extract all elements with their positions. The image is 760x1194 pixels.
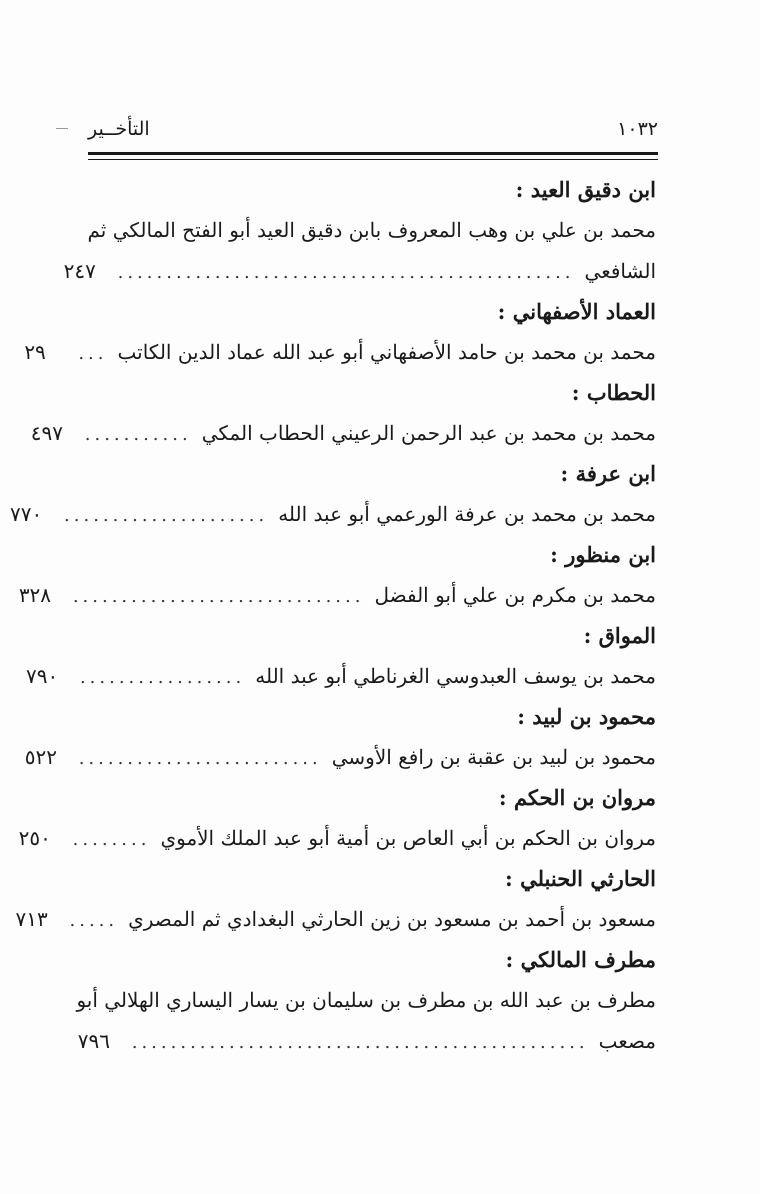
entry-heading: ابن منظور : bbox=[550, 542, 656, 567]
entry-heading: مروان بن الحكم : bbox=[498, 785, 656, 810]
leader-dots: ........... bbox=[84, 424, 192, 445]
entry-line bbox=[77, 1021, 656, 1062]
index-entry bbox=[18, 535, 656, 616]
leader-dots: .............................. bbox=[72, 586, 365, 607]
entry-text: مسعود بن أحمد بن مسعود بن زين الحارثي البغدادي ثم المصري bbox=[128, 907, 656, 931]
running-title: التأخــير bbox=[88, 118, 150, 140]
index-entry bbox=[25, 616, 656, 697]
entry-text: محمد بن يوسف العبدوسي الغرناطي أبو عبد الله bbox=[255, 664, 656, 688]
entry-text: محمد بن مكرم بن علي أبو الفضل bbox=[374, 583, 656, 607]
entry-heading: الحارثي الحنبلي : bbox=[505, 866, 656, 891]
entry-first-line: محمد بن علي بن وهب المعروف بابن دقيق العيد أبو الفتح المالكي ثم bbox=[87, 218, 656, 242]
entry-text: مروان بن الحكم بن أبي العاص بن أمية أبو عبد الملك الأموي bbox=[160, 826, 656, 850]
entry-line bbox=[24, 737, 656, 778]
entry-text: الشافعي bbox=[584, 259, 656, 283]
entry-heading: العماد الأصفهاني : bbox=[497, 299, 656, 324]
entry-line bbox=[18, 575, 656, 616]
entry-page: ٢٩ bbox=[24, 340, 46, 364]
entry-page: ٥٢٢ bbox=[24, 745, 57, 769]
entry-line bbox=[30, 413, 656, 454]
entry-heading: المواق : bbox=[583, 623, 656, 648]
entry-line bbox=[10, 494, 656, 535]
leader-dots: ................. bbox=[79, 667, 246, 688]
entry-page: ٤٩٧ bbox=[30, 421, 63, 445]
leader-dots: ... bbox=[78, 343, 108, 364]
entry-page: ٣٢٨ bbox=[18, 583, 52, 607]
entry-page: ٢٤٧ bbox=[63, 259, 96, 283]
header-rule-thick bbox=[88, 152, 658, 155]
entry-text: مصعب bbox=[598, 1029, 656, 1053]
entry-line bbox=[24, 332, 656, 373]
leader-dots: ..... bbox=[69, 910, 119, 931]
leader-dots: ......................... bbox=[78, 748, 322, 769]
entry-heading: محمود بن لبيد : bbox=[517, 704, 656, 729]
index-entries bbox=[10, 170, 656, 1062]
index-entry bbox=[18, 778, 656, 859]
entry-line bbox=[18, 818, 656, 859]
leader-dots: ............................................... bbox=[117, 262, 575, 283]
page-header bbox=[88, 118, 658, 144]
index-entry bbox=[15, 859, 656, 940]
page-edge-mark bbox=[56, 128, 68, 129]
entry-line bbox=[15, 899, 656, 940]
entry-text: محمود بن لبيد بن عقبة بن رافع الأوسي bbox=[331, 745, 656, 769]
entry-page: ٢٥٠ bbox=[18, 826, 51, 850]
header-rule-thin bbox=[88, 159, 658, 160]
entry-heading: مطرف المالكي : bbox=[505, 947, 656, 972]
entry-text: محمد بن محمد بن حامد الأصفهاني أبو عبد الله عماد الدين الكاتب bbox=[117, 340, 656, 364]
leader-dots: ..................... bbox=[64, 505, 269, 526]
entry-text: محمد بن محمد بن عرفة الورعمي أبو عبد الله bbox=[278, 502, 656, 526]
index-entry bbox=[24, 292, 656, 373]
index-entry bbox=[24, 697, 656, 778]
entry-page: ٧٧٠ bbox=[10, 502, 43, 526]
entry-page: ٧٩٦ bbox=[77, 1029, 110, 1053]
index-entry bbox=[63, 170, 656, 292]
entry-line bbox=[63, 251, 656, 292]
index-entry bbox=[10, 454, 656, 535]
entry-first-line: مطرف بن عبد الله بن مطرف بن سليمان بن يسار اليساري الهلالي أبو bbox=[76, 988, 656, 1012]
leader-dots: ............................................... bbox=[131, 1032, 589, 1053]
entry-heading: ابن عرفة : bbox=[560, 461, 656, 486]
index-entry bbox=[30, 373, 656, 454]
page-number: ١٠٣٢ bbox=[617, 118, 658, 140]
leader-dots: ........ bbox=[72, 829, 151, 850]
entry-page: ٧١٣ bbox=[15, 907, 48, 931]
entry-text: محمد بن محمد بن عبد الرحمن الرعيني الحطاب المكي bbox=[201, 421, 656, 445]
index-entry bbox=[76, 940, 656, 1062]
entry-heading: الحطاب : bbox=[571, 380, 656, 405]
entry-heading: ابن دقيق العيد : bbox=[515, 177, 656, 202]
entry-page: ٧٩٠ bbox=[25, 664, 59, 688]
entry-line bbox=[25, 656, 656, 697]
